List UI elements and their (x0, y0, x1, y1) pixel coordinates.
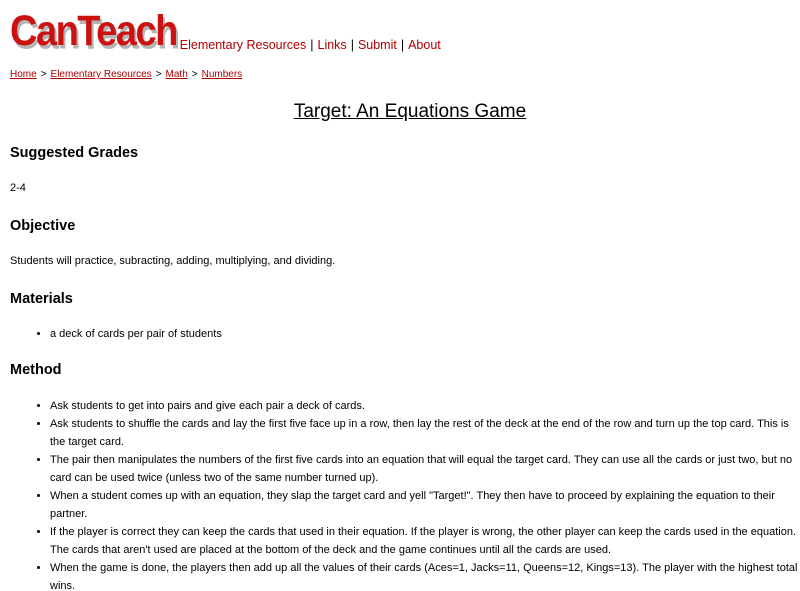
method-list (10, 397, 800, 591)
materials-heading: Materials (10, 291, 73, 307)
objective-heading: Objective (10, 218, 76, 234)
breadcrumb-home[interactable]: Home (10, 69, 37, 80)
materials-list (10, 325, 800, 343)
breadcrumb-elementary-resources[interactable]: Elementary Resources (50, 69, 152, 80)
nav-separator: | (400, 38, 405, 52)
breadcrumb-numbers[interactable]: Numbers (201, 69, 243, 80)
list-item: • If the player is correct they can keep the cards that used in their equation. If the player is wrong, the other player can keep the cards used in the equation. The cards that aren't used are placed at the bottom of the deck and the game continues until all the cards are used. (50, 523, 800, 559)
breadcrumb (10, 69, 242, 80)
grades-text: 2-4 (10, 182, 26, 194)
breadcrumb-separator: > (155, 69, 162, 80)
list-item: • The pair then manipulates the numbers of the first five cards into an equation that will equal the target card. They can use all the cards or just two, but no card can be used twice (unless two of the same number turned up). (50, 451, 800, 487)
nav-link-elementary-resources[interactable]: Elementary Resources (179, 38, 307, 52)
nav-separator: | (310, 38, 314, 52)
breadcrumb-separator: > (40, 69, 47, 80)
breadcrumb-separator: > (191, 69, 198, 80)
nav-link-about[interactable]: About (408, 38, 441, 52)
nav-link-submit[interactable]: Submit (357, 38, 397, 52)
grades-heading: Suggested Grades (10, 145, 139, 161)
objective-text: Students will practice, subracting, adding, multiplying, and dividing. (10, 255, 336, 267)
method-heading: Method (10, 362, 62, 378)
top-navigation (180, 38, 441, 52)
list-item: • When the game is done, the players then add up all the values of their cards (Aces=1, Jacks=11, Queens=12, Kings=13). The player with the highest total wins. (50, 559, 800, 591)
list-item: • a deck of cards per pair of students (50, 325, 800, 343)
list-item: • Ask students to get into pairs and give each pair a deck of cards. (50, 397, 800, 415)
site-header (10, 6, 441, 54)
nav-link-links[interactable]: Links (317, 38, 347, 52)
page-title: Target: An Equations Game (293, 101, 527, 122)
breadcrumb-math[interactable]: Math (165, 69, 188, 80)
list-item: • Ask students to shuffle the cards and lay the first five face up in a row, then lay the rest of the deck at the end of the row and turn up the top card. This is the target card. (50, 415, 800, 451)
nav-separator: | (350, 38, 354, 52)
list-item: • When a student comes up with an equation, they slap the target card and yell "Target!". They then have to proceed by explaining the equation to their partner. (50, 487, 800, 523)
canteach-logo[interactable]: CanTeach (10, 8, 177, 56)
